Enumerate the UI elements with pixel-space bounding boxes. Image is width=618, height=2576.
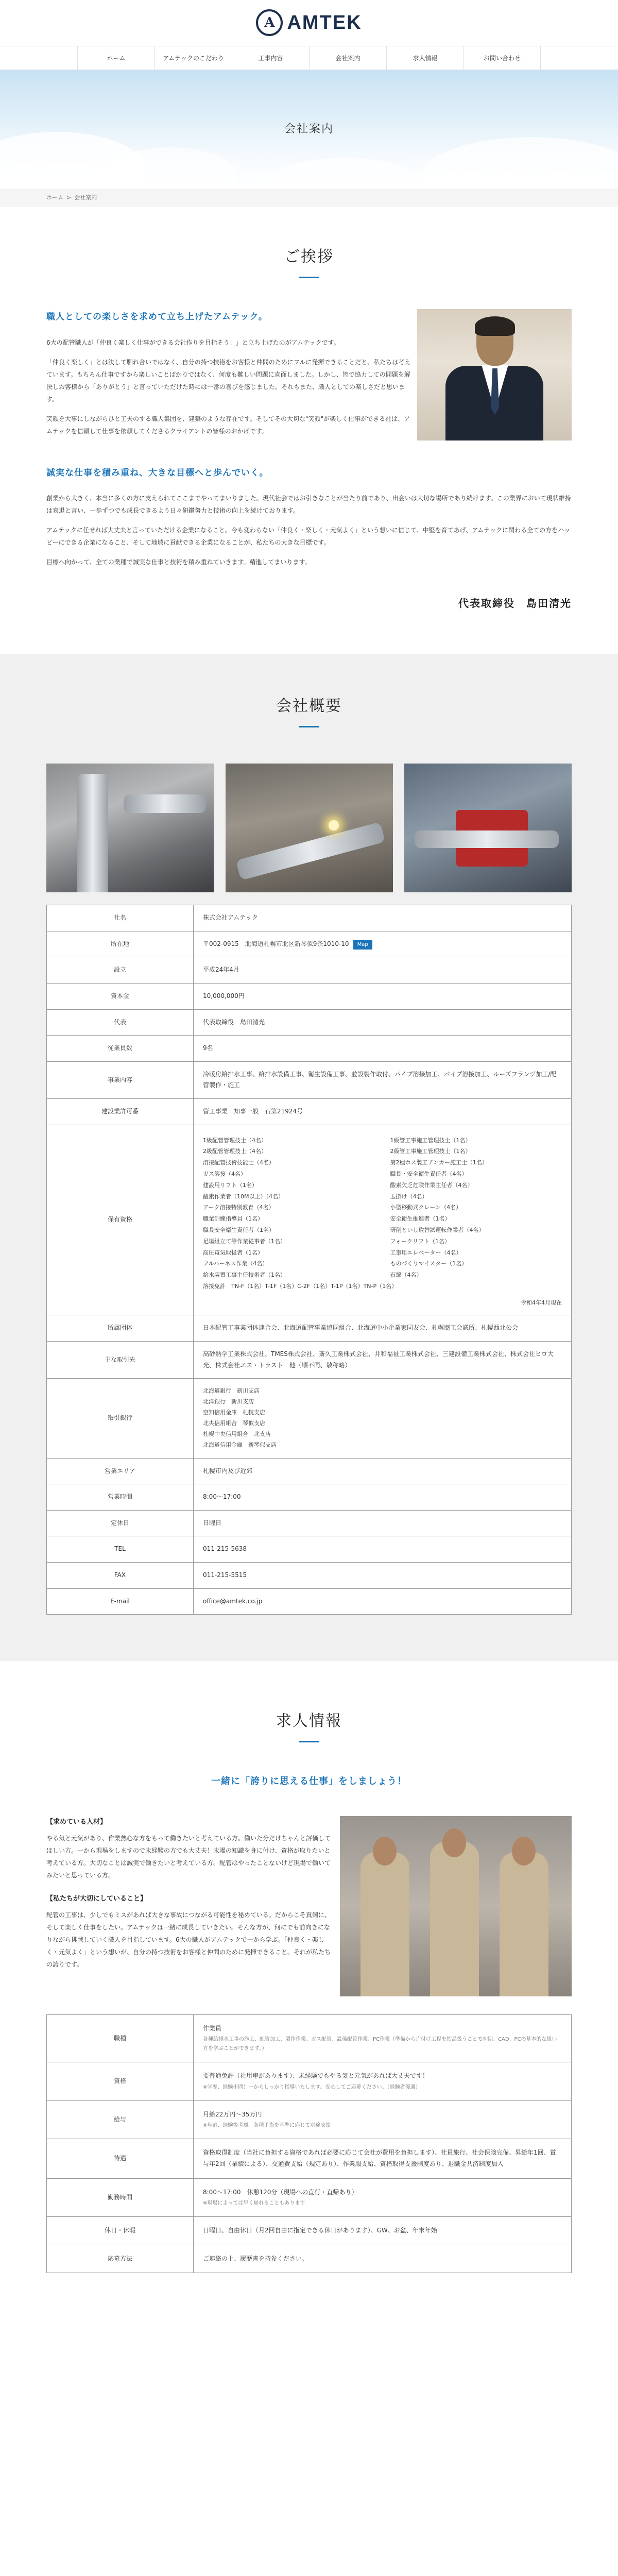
work-photo-welding — [226, 764, 393, 892]
row-label: 所在地 — [47, 931, 194, 957]
page-title: 会社案内 — [284, 123, 334, 136]
row-label: 給与 — [47, 2100, 194, 2139]
row-value: 高砂熱学工業株式会社、TMES株式会社、斎久工業株式会社、井和福祉工業株式会社、三建設備工業株式会社、株式会社ヒロ大光、株式会社エス・トラスト 他（順不同、敬称略） — [194, 1342, 572, 1379]
license-item: 2級配管管理技士（4名） — [203, 1148, 267, 1155]
president-photo — [417, 309, 572, 440]
license-note: 令和4年4月現在 — [521, 1299, 562, 1306]
logo-mark: A — [256, 9, 283, 36]
table-row — [47, 1125, 572, 1315]
nav-works[interactable]: 工事内容 — [232, 46, 309, 70]
breadcrumb-current: 会社案内 — [74, 194, 97, 201]
recruit-paragraph: 配管の工事は、少しでもミスがあれば大きな事故につながる可能性を秘めている。だからこそ真剣に、そして楽しく仕事をしたい。アムテックは一緒に成長していきたい。そんな方が、何にでも前向きになりながら挑戦していく職人を目指しています。6大の職人がアムテックで一から学ぶ。「仲良く・楽しく・元気よく」という想いが、自分の持つ技術をお客様と仲間のために発揮できること。それが私たちの誇りです。 — [46, 1911, 331, 1969]
greeting-heading-2: 誠実な仕事を積み重ね、大きな目標へと歩んでいく。 — [46, 467, 269, 478]
bank-item: 北海道銀行 新川支店 — [203, 1387, 260, 1395]
breadcrumb-separator: > — [66, 194, 72, 201]
row-value: 日曜日 — [194, 1510, 572, 1536]
greeting-paragraph: 笑顔を大事にしながらひと工夫のする職人集団を、建築のような存在です。そしてその大切な"笑顔"が楽しく仕事ができる社は、アムテックを信頼して仕事を依頼してくださるクライアントの皆様のおかげです。 — [46, 415, 410, 435]
greeting-paragraph: 6大の配管職人が「仲良く楽しく仕事ができる会社作りを目指そう！」と立ち上げたのがアムテックです。 — [46, 338, 340, 346]
table-row — [47, 1510, 572, 1536]
row-label: FAX — [47, 1562, 194, 1588]
main-nav — [0, 46, 618, 70]
license-list — [203, 1132, 562, 1295]
license-item: 玉掛け（4名） — [390, 1193, 428, 1200]
nav-home[interactable]: ホーム — [77, 46, 154, 70]
row-label: 代表 — [47, 1009, 194, 1036]
row-label: 資格 — [47, 2062, 194, 2101]
recruit-subheading: 【求めている人材】 — [46, 1818, 107, 1826]
bank-item: 札幌中央信用組合 北支店 — [203, 1430, 271, 1437]
row-value: 作業員 — [203, 2024, 222, 2032]
work-photo-machine — [404, 764, 572, 892]
row-value: 〒002-0915 北海道札幌市北区新琴似9条1010-10 — [203, 940, 349, 947]
license-item: 給水装置工事主任技術者（1名） — [203, 1272, 286, 1279]
row-label: 営業エリア — [47, 1458, 194, 1484]
license-item: 研削といし取替試運転作業者（4名） — [390, 1226, 485, 1233]
license-item: 1級管工事施工管理技士（1名） — [390, 1137, 471, 1144]
work-photo-pipes — [46, 764, 214, 892]
nav-recruit[interactable]: 求人情報 — [386, 46, 464, 70]
row-label: 待遇 — [47, 2139, 194, 2178]
table-row — [47, 2100, 572, 2139]
license-item: 工事用エレベーター（4名） — [390, 1249, 462, 1256]
president-signature: 代表取締役 島田清光 — [458, 597, 572, 610]
license-item: 小型移動式クレーン（4名） — [390, 1204, 462, 1211]
license-item: 石綿（4名） — [390, 1272, 422, 1279]
row-label: 定休日 — [47, 1510, 194, 1536]
breadcrumb — [0, 189, 618, 207]
row-value: 011-215-5515 — [194, 1562, 572, 1588]
row-label: 休日・休暇 — [47, 2217, 194, 2245]
license-item: 1級配管管理技士（4名） — [203, 1137, 267, 1144]
table-row — [47, 1098, 572, 1125]
map-button[interactable]: Map — [353, 940, 372, 950]
license-item: 溶接配管技術技能士（4名） — [203, 1159, 274, 1166]
table-row — [47, 2062, 572, 2101]
row-value: 管工事業 知事一般 石第21924号 — [194, 1098, 572, 1125]
table-row — [47, 2217, 572, 2245]
row-label: 職種 — [47, 2014, 194, 2062]
row-label: 設立 — [47, 957, 194, 984]
tel-value[interactable]: 011-215-5638 — [194, 1536, 572, 1563]
nav-contact[interactable]: お問い合わせ — [464, 46, 541, 70]
row-label: 主な取引先 — [47, 1342, 194, 1379]
license-item: 足場組立て等作業従事者（1名） — [203, 1238, 286, 1245]
row-value: 8:00〜17:00 休憩120分（現場への直行・直帰あり） — [203, 2188, 358, 2196]
greeting-paragraph: 目標へ向かって、全ての業種で誠実な仕事と技術を積み重ねていきます。精進してまいります。 — [46, 558, 311, 566]
row-value: 9名 — [194, 1036, 572, 1062]
company-info-table — [46, 905, 572, 1615]
row-label: 所属団体 — [47, 1315, 194, 1342]
greeting-heading-1: 職人としての楽しさを求めて立ち上げたアムテック。 — [46, 312, 268, 322]
table-row — [47, 1458, 572, 1484]
recruit-subheading: 【私たちが大切にしていること】 — [46, 1894, 147, 1903]
email-link[interactable]: office@amtek.co.jp — [194, 1588, 572, 1615]
recruit-section — [0, 1661, 618, 2304]
license-item: フォークリフト（1名） — [390, 1238, 450, 1245]
bank-item: 北洋銀行 新川支店 — [203, 1398, 254, 1405]
table-row — [47, 1009, 572, 1036]
license-item: 2級管工事施工管理技士（1名） — [390, 1148, 471, 1155]
logo-text: AMTEK — [287, 12, 362, 34]
license-item: フルハーネス作業（4名） — [203, 1260, 268, 1267]
row-label: 取引銀行 — [47, 1379, 194, 1458]
license-item: 職業訓練指導員（1名） — [203, 1215, 263, 1223]
hero-banner — [0, 70, 618, 189]
greeting-paragraph: 創業から大きく、本当に多くの方に支えられてここまでやってまいりました。現代社会ではお引きなことが当たり前であり、出会いは大切な場所であり続けます。この業界において現状維持は衰退と言い、一歩ずつでも成長できるよう日々研鑽努力と技術の向上を続けております。 — [46, 495, 571, 515]
row-note: ※現場によっては早く帰れることもあります — [203, 2200, 305, 2207]
license-item: ものづくりマイスター（1名） — [390, 1260, 468, 1267]
row-note: ※年齢、経験等考慮。各種手当を基準に応じて別途支給 — [203, 2123, 331, 2129]
row-label: 従業員数 — [47, 1036, 194, 1062]
license-item: ガス溶接（4名） — [203, 1170, 246, 1177]
license-item: 酸素作業者（10M以上）（4名） — [203, 1193, 284, 1200]
bank-item: 空知信用金庫 札幌支店 — [203, 1409, 265, 1416]
table-row — [47, 1379, 572, 1458]
nav-commitment[interactable]: アムテックのこだわり — [154, 46, 232, 70]
recruit-title: 求人情報 — [46, 1707, 572, 1742]
row-label: TEL — [47, 1536, 194, 1563]
row-value: 株式会社アムテック — [194, 905, 572, 931]
table-row — [47, 2014, 572, 2062]
license-item: 高圧電気取扱者（1名） — [203, 1249, 263, 1256]
nav-company[interactable]: 会社案内 — [309, 46, 386, 70]
row-label: 勤務時間 — [47, 2178, 194, 2217]
table-row — [47, 1536, 572, 1563]
row-value: 代表取締役 島田清光 — [194, 1009, 572, 1036]
license-item: 安全衛生推進者（1名） — [390, 1215, 451, 1223]
row-note: 各種給排水工事の施工、配管加工、製作作業、ガス配管、設備配管作業、PC作業（準備から片付け工程を指品扱うことで初期、CAD、PCの基本的な扱い方を学ぶことができます。） — [203, 2037, 557, 2052]
row-value: 日曜日、自由休日（月2回自由に指定できる休日があります）、GW、お盆、年末年始 — [194, 2217, 572, 2245]
license-item: 職長安全衛生責任者（1名） — [203, 1226, 274, 1233]
table-row — [47, 905, 572, 931]
row-value: 要普通免許（社用車があります）、未経験でもやる気と元気があれば大丈夫です！ — [203, 2072, 429, 2080]
row-value: 平成24年4月 — [194, 957, 572, 984]
row-label: 保有資格 — [47, 1125, 194, 1315]
license-item: アーク溶接特別教育（4名） — [203, 1204, 274, 1211]
bank-item: 北央信用組合 琴似支店 — [203, 1419, 265, 1427]
table-row — [47, 2139, 572, 2178]
row-value: 冷暖房給排水工事、給排水設備工事、衛生設備工事、並設製作取付、パイプ溶接加工、パイプ溶接加工、ルーズフランジ加工/配管製作・施工 — [194, 1061, 572, 1098]
table-row — [47, 957, 572, 984]
row-note: ※学歴、経験不問！一からしっかり指導いたします。安心してご応募ください。（経験者優遇） — [203, 2084, 421, 2090]
table-row — [47, 2245, 572, 2273]
table-row — [47, 2178, 572, 2217]
table-row — [47, 1562, 572, 1588]
staff-photo — [340, 1816, 572, 1996]
table-row — [47, 1588, 572, 1615]
bank-list — [194, 1379, 572, 1458]
row-label: 資本金 — [47, 983, 194, 1009]
greeting-title: ご挨拶 — [46, 243, 572, 278]
table-row — [47, 1315, 572, 1342]
row-label: 建設業許可番 — [47, 1098, 194, 1125]
greeting-paragraph: アムテックに任せれば大丈夫と言っていただける企業になること。今も変わらない「仲良く・楽しく・元気よく」という想いに信じて、中堅を育てあげ、アムテックに関わる全ての方をハッピーにできる企業になること、そして地域に貢献できる企業になることが、私たちの大きな目標です。 — [46, 527, 571, 547]
row-value: 札幌市内及び近郊 — [194, 1458, 572, 1484]
table-row — [47, 983, 572, 1009]
row-value: 月給22万円〜35万円 — [203, 2110, 262, 2118]
site-header — [0, 0, 618, 46]
greeting-paragraph: 「仲良く楽しく」とは決して馴れ合いではなく、自分の持つ技術をお客様と仲間のためにフルに発揮できることだと、私たちは考えています。もちろん仕事ですから楽しいことばかりではなく、何度も難しい問題に直面しました。しかし、皆で協力しての問題を解決しお客様から「ありがとう」と言っていただけた時には一番の喜びを感じました。それもまた、職人としての楽しさだと思います。 — [46, 358, 411, 403]
row-label: E-mail — [47, 1588, 194, 1615]
license-item: 溶接免許 TN-F（1名）T-1F（1名）C-2F（1名）T-1P（1名）TN-P（1名） — [203, 1282, 398, 1290]
table-row — [47, 1484, 572, 1511]
table-row — [47, 1061, 572, 1098]
logo[interactable] — [256, 5, 362, 40]
table-row — [47, 931, 572, 957]
table-row — [47, 1342, 572, 1379]
overview-title: 会社概要 — [46, 692, 572, 727]
greeting-section — [0, 207, 618, 654]
row-value: 10,000,000円 — [194, 983, 572, 1009]
row-value: 8:00〜17:00 — [194, 1484, 572, 1511]
recruit-heading: 一緒に「誇りに思える仕事」をしましょう！ — [211, 1776, 407, 1787]
license-item: 第2種ホス製工アンカー施工士（1名） — [390, 1159, 488, 1166]
breadcrumb-home[interactable]: ホーム — [46, 194, 63, 201]
license-item: 建設用リフト（1名） — [203, 1181, 258, 1189]
table-row — [47, 1036, 572, 1062]
row-label: 社名 — [47, 905, 194, 931]
row-value: 日本配管工事業団体連合会、北海道配管事業協同組合、北海道中小企業家同友会、札幌商工会議所、札幌西北公会 — [194, 1315, 572, 1342]
row-value: ご連絡の上、履歴書を持参ください。 — [194, 2245, 572, 2273]
recruit-table — [46, 2014, 572, 2274]
bank-item: 北海道信用金庫 新琴似支店 — [203, 1441, 277, 1448]
row-value: 資格取得制度（当社に負担する資格であれば必要に応じて会社が費用を負担します）、社員旅行、社会保険完備、昇給年1回、賞与年2回（業績による）、交通費支給（規定あり）、作業服支給、資格取得支援制度あり、退職金共済制度加入 — [194, 2139, 572, 2178]
license-item: 職長・安全衛生責任者（4名） — [390, 1170, 468, 1177]
row-label: 事業内容 — [47, 1061, 194, 1098]
license-item: 酸素欠乏危険作業主任者（4名） — [390, 1181, 473, 1189]
company-overview-section — [0, 654, 618, 1661]
row-label: 応募方法 — [47, 2245, 194, 2273]
recruit-paragraph: やる気と元気があり、作業熱心な方をもって働きたいと考えている方。働いた分だけちゃんと評価してほしい方。一から現場をしますので未経験の方でも大丈夫！未曝の知識を身に付け、資格が取りたいと考えている方。大切なことは誠実で働きたいと考えている方。配管はやったことないけど現場で働いてみたいと思っている方。 — [46, 1834, 331, 1879]
row-label: 営業時間 — [47, 1484, 194, 1511]
